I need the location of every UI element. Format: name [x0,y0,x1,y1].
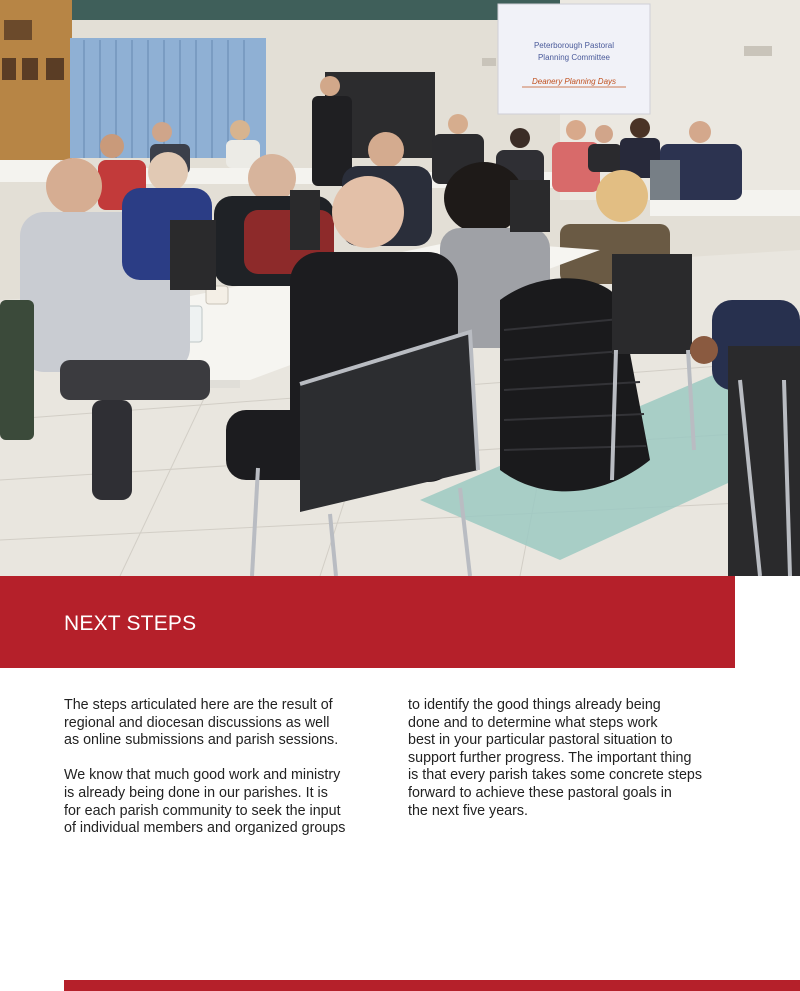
paragraph [64,697,394,750]
section-title: NEXT STEPS [64,612,197,635]
projector-subtitle: Deanery Planning Days [531,77,617,86]
text-line: of individual members and organized groups [64,820,346,837]
paragraph [64,767,394,837]
text-line: to identify the good things already being [408,697,661,713]
text-line: support further progress. The important thing [408,749,692,766]
projector-title-line2: Planning Committee [537,53,611,62]
projector-title-line1: Peterborough Pastoral [533,41,615,50]
text-column-left [64,697,394,838]
text-line: best in your particular pastoral situation to [408,732,673,749]
paragraph [408,697,738,820]
text-line: for each parish community to seek the input [64,802,341,819]
footer-rule [64,980,800,991]
text-line: the next five years. [408,802,528,819]
text-line: done and to determine what steps work [408,714,658,731]
text-line: is that every parish takes some concrete steps [408,767,703,784]
text-line: as online submissions and parish sessions. [64,732,339,749]
text-line: forward to achieve these pastoral goals in [408,784,672,801]
text-line: The steps articulated here are the result of [64,697,333,713]
text-line: is already being done in our parishes. It is [64,784,328,801]
text-line: regional and diocesan discussions as well [64,714,330,731]
text-line: We know that much good work and ministry [64,767,341,784]
text-column-right [408,697,738,820]
